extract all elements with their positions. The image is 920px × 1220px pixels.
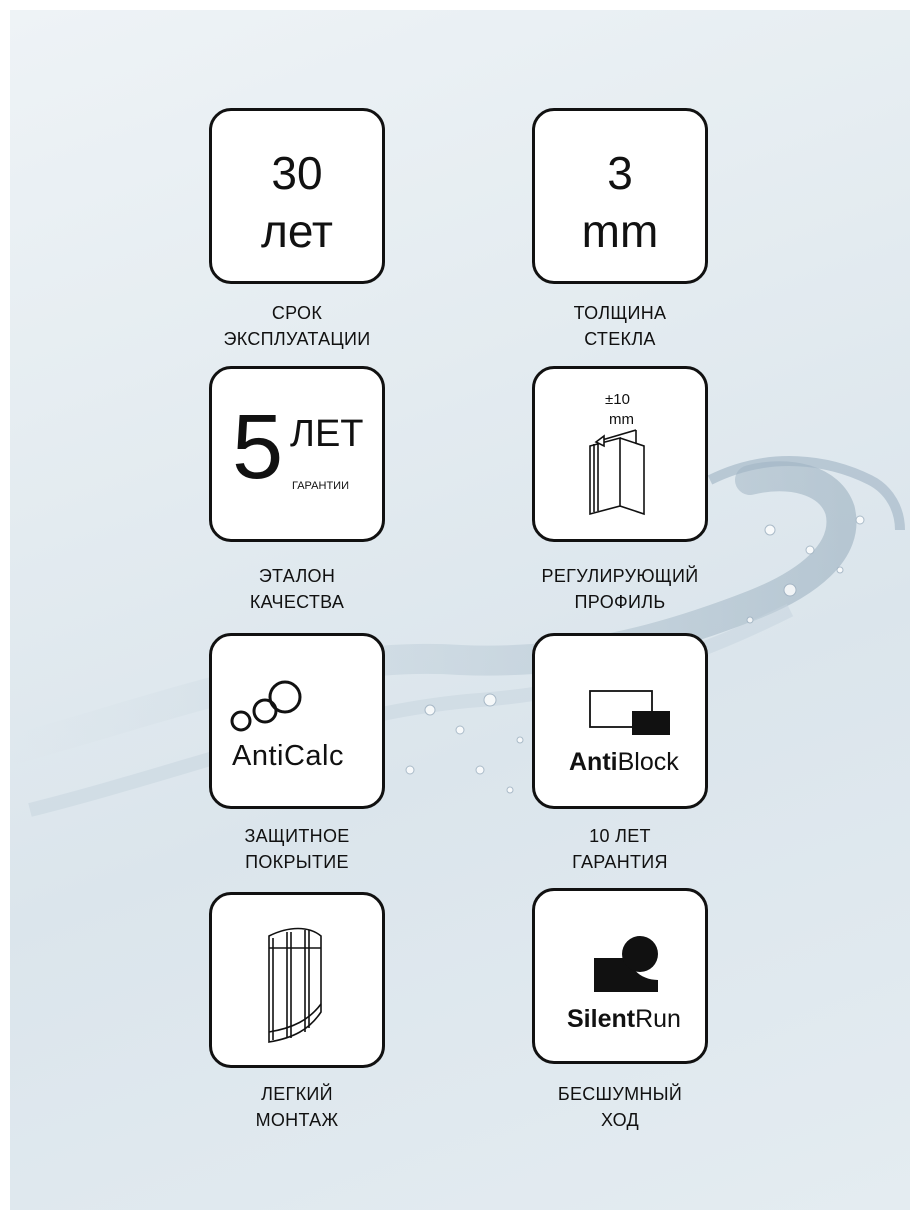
profile-unit: mm	[609, 411, 634, 428]
glass-unit: mm	[581, 205, 659, 257]
profile-tolerance: ±10	[605, 391, 630, 408]
warranty-sub: ГАРАНТИИ	[292, 480, 349, 492]
antiblock-caption: 10 ЛЕТ ГАРАНТИЯ	[572, 826, 668, 872]
anticalc-tile	[209, 633, 385, 809]
profile-caption: РЕГУЛИРУЮЩИЙ ПРОФИЛЬ	[541, 566, 699, 612]
antiblock-label-bold: Anti	[569, 748, 618, 776]
warranty-caption: ЭТАЛОН КАЧЕСТВА	[249, 566, 345, 612]
silent-run-icon	[532, 888, 708, 1064]
glass-value: 3	[607, 147, 633, 199]
corner-profile-icon	[532, 366, 708, 542]
lifetime-caption: СРОК ЭКСПЛУАТАЦИИ	[223, 303, 371, 349]
warranty-number: 5	[232, 396, 284, 498]
anticalc-label: AntiCalc	[232, 740, 344, 772]
bubbles-icon	[209, 633, 385, 809]
silentrun-tile	[532, 888, 708, 1064]
lifetime-unit: лет	[261, 205, 333, 257]
silentrun-label-bold: Silent	[567, 1005, 636, 1033]
shower-enclosure-icon	[209, 892, 385, 1068]
profile-tile	[532, 366, 708, 542]
glass-caption: ТОЛЩИНА СТЕКЛА	[573, 303, 667, 349]
warranty-tile	[209, 366, 385, 542]
lifetime-tile	[209, 108, 385, 284]
lifetime-value: 30	[271, 147, 323, 199]
overlapping-squares-icon	[532, 633, 708, 809]
water-splash-image	[10, 10, 910, 1210]
mounting-tile	[209, 892, 385, 1068]
warranty-word: ЛЕТ	[290, 413, 364, 455]
antiblock-tile	[532, 633, 708, 809]
water-splash-background	[10, 10, 910, 1210]
silentrun-label-rest: Run	[635, 1005, 681, 1033]
silentrun-caption: БЕСШУМНЫЙ ХОД	[557, 1084, 683, 1130]
silentrun-label	[567, 1005, 681, 1034]
glass-tile	[532, 108, 708, 284]
antiblock-label-rest: Block	[617, 748, 679, 776]
anticalc-caption: ЗАЩИТНОЕ ПОКРЫТИЕ	[244, 826, 350, 872]
mounting-caption: ЛЕГКИЙ МОНТАЖ	[255, 1084, 339, 1130]
antiblock-label	[569, 748, 679, 777]
